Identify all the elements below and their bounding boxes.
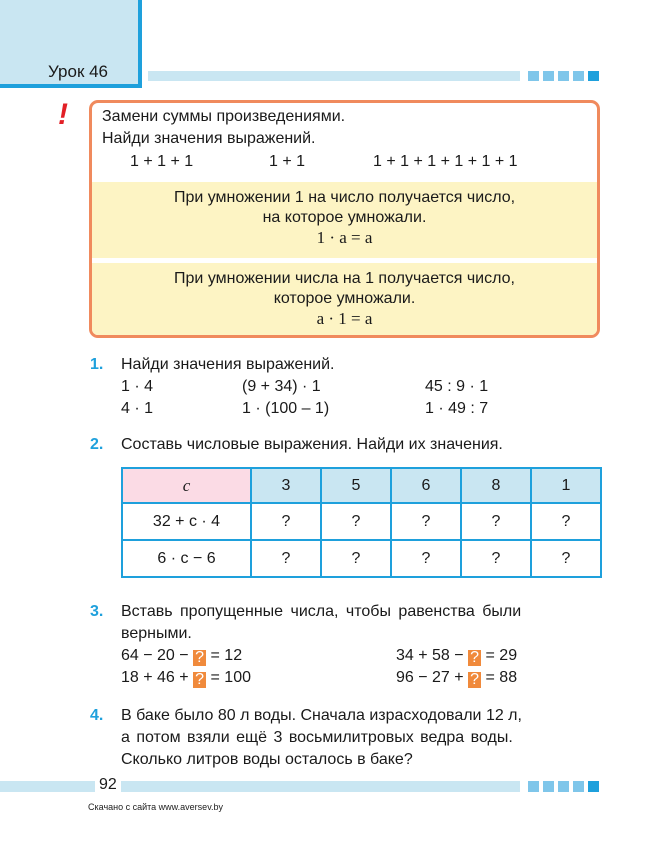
task-1-expression: 1 · 49 : 7 — [425, 400, 489, 417]
equation-left: 64 − 20 − — [121, 647, 194, 664]
bar-square — [588, 781, 599, 792]
table-cell: ? — [251, 503, 321, 540]
rule-block-2-line-2: которое умножали. — [273, 290, 416, 307]
bar-square — [573, 71, 584, 81]
task-1-expression: 4 · 1 — [121, 400, 154, 417]
equation-left: 96 − 27 + — [396, 669, 469, 686]
table-value-cell: 3 — [251, 468, 321, 503]
task-3-text-line-2: верными. — [121, 625, 192, 642]
task-4-number: 4. — [90, 707, 104, 724]
bar-square — [528, 71, 539, 81]
bar-square — [558, 781, 569, 792]
task-1-number: 1. — [90, 356, 104, 373]
missing-number-box: ? — [193, 672, 206, 688]
table-cell: ? — [531, 503, 601, 540]
table-expression-cell: 32 + c · 4 — [122, 503, 251, 540]
rule-block-2 — [92, 263, 597, 338]
header-bar — [148, 71, 520, 81]
page-number: 92 — [95, 776, 121, 794]
table-cell: ? — [391, 540, 461, 577]
task-1-expression: 1 · (100 – 1) — [242, 400, 330, 417]
bar-square — [528, 781, 539, 792]
task-1-expression: (9 + 34) · 1 — [242, 378, 321, 395]
values-table — [121, 467, 602, 578]
table-cell: ? — [251, 540, 321, 577]
task-3-text-line-1: Вставь пропущенные числа, чтобы равенства были — [121, 603, 522, 620]
missing-number-box: ? — [468, 672, 481, 688]
rule-block-2-line-1: При умножении числа на 1 получается число, — [174, 270, 515, 287]
bar-square — [573, 781, 584, 792]
equation — [396, 669, 517, 688]
table-cell: ? — [531, 540, 601, 577]
task-1-expression: 1 · 4 — [121, 378, 154, 395]
rule-block-1-line-2: на которое умножали. — [262, 209, 427, 226]
equation — [121, 647, 242, 666]
equation — [121, 669, 251, 688]
rule-block-1-formula: 1 · a = a — [316, 228, 373, 247]
rule-instruction-2: Найди значения выражений. — [102, 130, 316, 147]
task-4-text-line-1: В баке было 80 л воды. Сначала израсходовали 12 л, — [121, 707, 522, 724]
rule-expression: 1 + 1 + 1 + 1 + 1 + 1 — [373, 153, 518, 170]
lesson-title: Урок 46 — [48, 62, 109, 81]
table-value-cell: 8 — [461, 468, 531, 503]
task-1-expression: 45 : 9 · 1 — [425, 378, 489, 395]
table-cell: ? — [321, 503, 391, 540]
table-cell: ? — [461, 503, 531, 540]
bar-square — [543, 71, 554, 81]
bar-square — [588, 71, 599, 81]
table-row — [122, 540, 601, 577]
equation-right: = 100 — [206, 669, 251, 686]
source-note: Скачано с сайта www.aversev.by — [88, 802, 224, 812]
rule-block-1-line-1: При умножении 1 на число получается число, — [173, 189, 516, 206]
table-value-cell: 1 — [531, 468, 601, 503]
task-1-text: Найди значения выражений. — [121, 356, 335, 373]
footer-bar — [0, 781, 520, 792]
task-4-text-line-3: Сколько литров воды осталось в баке? — [121, 751, 413, 768]
rule-block-2-formula: a · 1 = a — [316, 309, 373, 328]
task-2-number: 2. — [90, 436, 104, 453]
table-cell: ? — [461, 540, 531, 577]
bar-square — [543, 781, 554, 792]
task-4-text-line-2: а потом взяли ещё 3 восьмилитровых ведра воды. — [121, 729, 513, 746]
equation-right: = 88 — [481, 669, 518, 686]
rule-expression: 1 + 1 — [269, 153, 306, 170]
missing-number-box: ? — [468, 650, 481, 666]
rule-instruction-1: Замени суммы произведениями. — [102, 108, 346, 125]
missing-number-box: ? — [193, 650, 206, 666]
task-3-number: 3. — [90, 603, 104, 620]
bar-square — [558, 71, 569, 81]
equation — [396, 647, 517, 666]
table-value-cell: 5 — [321, 468, 391, 503]
table-cell: ? — [391, 503, 461, 540]
exclamation-icon: ! — [58, 98, 68, 131]
table-value-cell: 6 — [391, 468, 461, 503]
table-header-cell: c — [122, 468, 251, 503]
table-row — [122, 503, 601, 540]
rule-block-1 — [92, 182, 597, 258]
table-header-row — [122, 468, 601, 503]
equation-left: 18 + 46 + — [121, 669, 194, 686]
rule-box — [89, 100, 600, 338]
equation-left: 34 + 58 − — [396, 647, 469, 664]
equation-right: = 29 — [481, 647, 518, 664]
table-cell: ? — [321, 540, 391, 577]
task-2-text: Составь числовые выражения. Найди их значения. — [121, 436, 503, 453]
table-expression-cell: 6 · c − 6 — [122, 540, 251, 577]
equation-right: = 12 — [206, 647, 243, 664]
rule-expression: 1 + 1 + 1 — [130, 153, 194, 170]
